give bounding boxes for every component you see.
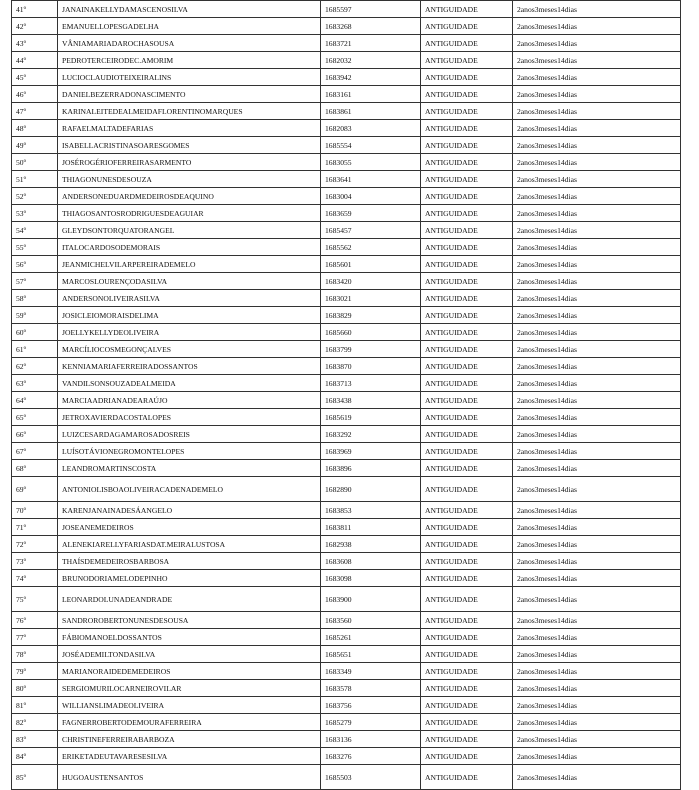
registration-cell: 1683969 [321, 443, 421, 460]
criterion-cell: ANTIGUIDADE [421, 69, 513, 86]
table-body [12, 1, 681, 790]
table-row [12, 18, 681, 35]
criterion-cell: ANTIGUIDADE [421, 290, 513, 307]
table-row [12, 273, 681, 290]
criterion-cell: ANTIGUIDADE [421, 120, 513, 137]
service-time-cell: 2anos3meses14dias [513, 612, 681, 629]
registration-cell: 1683438 [321, 392, 421, 409]
name-cell: JETROXAVIERDACOSTALOPES [58, 409, 321, 426]
position-cell: 76º [12, 612, 58, 629]
table-row [12, 239, 681, 256]
table-row [12, 188, 681, 205]
registration-cell: 1683641 [321, 171, 421, 188]
service-time-cell: 2anos3meses14dias [513, 392, 681, 409]
name-cell: ANDERSONEDUARDMEDEIROSDEAQUINO [58, 188, 321, 205]
table-row [12, 35, 681, 52]
criterion-cell: ANTIGUIDADE [421, 426, 513, 443]
position-cell: 82º [12, 714, 58, 731]
service-time-cell: 2anos3meses14dias [513, 629, 681, 646]
name-cell: LUÍSOTÁVIONEGROMONTELOPES [58, 443, 321, 460]
registration-cell: 1683811 [321, 519, 421, 536]
name-cell: THAÍSDEMEDEIROSBARBOSA [58, 553, 321, 570]
position-cell: 79º [12, 663, 58, 680]
service-time-cell: 2anos3meses14dias [513, 570, 681, 587]
registration-cell: 1683136 [321, 731, 421, 748]
service-time-cell: 2anos3meses14dias [513, 307, 681, 324]
service-time-cell: 2anos3meses14dias [513, 646, 681, 663]
service-time-cell: 2anos3meses14dias [513, 663, 681, 680]
criterion-cell: ANTIGUIDADE [421, 392, 513, 409]
name-cell: MARIANORAIDEDEMEDEIROS [58, 663, 321, 680]
service-time-cell: 2anos3meses14dias [513, 154, 681, 171]
table-row [12, 460, 681, 477]
registration-cell: 1683268 [321, 18, 421, 35]
table-row [12, 714, 681, 731]
criterion-cell: ANTIGUIDADE [421, 748, 513, 765]
position-cell: 77º [12, 629, 58, 646]
position-cell: 62º [12, 358, 58, 375]
criterion-cell: ANTIGUIDADE [421, 188, 513, 205]
registration-cell: 1683756 [321, 697, 421, 714]
criterion-cell: ANTIGUIDADE [421, 443, 513, 460]
service-time-cell: 2anos3meses14dias [513, 35, 681, 52]
position-cell: 72º [12, 536, 58, 553]
registration-cell: 1683004 [321, 188, 421, 205]
service-time-cell: 2anos3meses14dias [513, 358, 681, 375]
name-cell: THIAGONUNESDESOUZA [58, 171, 321, 188]
name-cell: SERGIOMURILOCARNEIROVILAR [58, 680, 321, 697]
name-cell: MARCOSLOURENÇODASILVA [58, 273, 321, 290]
registration-cell: 1685554 [321, 137, 421, 154]
registration-cell: 1683276 [321, 748, 421, 765]
criterion-cell: ANTIGUIDADE [421, 765, 513, 790]
table-row [12, 222, 681, 239]
table-row [12, 612, 681, 629]
criterion-cell: ANTIGUIDADE [421, 256, 513, 273]
name-cell: CHRISTINEFERREIRABARBOZA [58, 731, 321, 748]
registration-cell: 1683870 [321, 358, 421, 375]
position-cell: 43º [12, 35, 58, 52]
service-time-cell: 2anos3meses14dias [513, 443, 681, 460]
registration-cell: 1683861 [321, 103, 421, 120]
registration-cell: 1685279 [321, 714, 421, 731]
name-cell: KENNIAMARIAFERREIRADOSSANTOS [58, 358, 321, 375]
position-cell: 58º [12, 290, 58, 307]
table-row [12, 256, 681, 273]
table-row [12, 426, 681, 443]
position-cell: 52º [12, 188, 58, 205]
criterion-cell: ANTIGUIDADE [421, 629, 513, 646]
position-cell: 51º [12, 171, 58, 188]
criterion-cell: ANTIGUIDADE [421, 375, 513, 392]
table-row [12, 86, 681, 103]
table-row [12, 103, 681, 120]
criterion-cell: ANTIGUIDADE [421, 137, 513, 154]
registration-cell: 1683853 [321, 502, 421, 519]
table-row [12, 629, 681, 646]
criterion-cell: ANTIGUIDADE [421, 273, 513, 290]
registration-cell: 1685651 [321, 646, 421, 663]
table-row [12, 553, 681, 570]
criterion-cell: ANTIGUIDADE [421, 519, 513, 536]
registration-cell: 1683161 [321, 86, 421, 103]
table-row [12, 570, 681, 587]
service-time-cell: 2anos3meses14dias [513, 137, 681, 154]
criterion-cell: ANTIGUIDADE [421, 663, 513, 680]
position-cell: 45º [12, 69, 58, 86]
service-time-cell: 2anos3meses14dias [513, 120, 681, 137]
table-row [12, 409, 681, 426]
criterion-cell: ANTIGUIDADE [421, 536, 513, 553]
name-cell: JOSÉADEMILTONDASILVA [58, 646, 321, 663]
position-cell: 71º [12, 519, 58, 536]
service-time-cell: 2anos3meses14dias [513, 375, 681, 392]
table-row [12, 205, 681, 222]
name-cell: VÂNIAMARIADAROCHASOUSA [58, 35, 321, 52]
position-cell: 84º [12, 748, 58, 765]
name-cell: DANIELBEZERRADONASCIMENTO [58, 86, 321, 103]
position-cell: 67º [12, 443, 58, 460]
service-time-cell: 2anos3meses14dias [513, 273, 681, 290]
criterion-cell: ANTIGUIDADE [421, 570, 513, 587]
position-cell: 70º [12, 502, 58, 519]
registration-cell: 1682938 [321, 536, 421, 553]
registration-cell: 1682890 [321, 477, 421, 502]
table-row [12, 137, 681, 154]
criterion-cell: ANTIGUIDADE [421, 205, 513, 222]
criterion-cell: ANTIGUIDADE [421, 697, 513, 714]
registration-cell: 1685601 [321, 256, 421, 273]
name-cell: VANDILSONSOUZADEALMEIDA [58, 375, 321, 392]
service-time-cell: 2anos3meses14dias [513, 324, 681, 341]
position-cell: 55º [12, 239, 58, 256]
service-time-cell: 2anos3meses14dias [513, 502, 681, 519]
criterion-cell: ANTIGUIDADE [421, 646, 513, 663]
position-cell: 42º [12, 18, 58, 35]
position-cell: 69º [12, 477, 58, 502]
name-cell: KARINALEITEDEALMEIDAFLORENTINOMARQUES [58, 103, 321, 120]
service-time-cell: 2anos3meses14dias [513, 171, 681, 188]
table-row [12, 324, 681, 341]
name-cell: ISABELLACRISTINASOARESGOMES [58, 137, 321, 154]
service-time-cell: 2anos3meses14dias [513, 519, 681, 536]
registration-cell: 1683659 [321, 205, 421, 222]
name-cell: JEANMICHELVILARPEREIRADEMELO [58, 256, 321, 273]
registration-cell: 1685503 [321, 765, 421, 790]
service-time-cell: 2anos3meses14dias [513, 1, 681, 18]
name-cell: HUGOAUSTENSANTOS [58, 765, 321, 790]
table-row [12, 502, 681, 519]
service-time-cell: 2anos3meses14dias [513, 103, 681, 120]
registration-cell: 1685457 [321, 222, 421, 239]
table-row [12, 171, 681, 188]
table-row [12, 697, 681, 714]
position-cell: 66º [12, 426, 58, 443]
table-row [12, 392, 681, 409]
service-time-cell: 2anos3meses14dias [513, 409, 681, 426]
service-time-cell: 2anos3meses14dias [513, 536, 681, 553]
registration-cell: 1682032 [321, 52, 421, 69]
criterion-cell: ANTIGUIDADE [421, 171, 513, 188]
service-time-cell: 2anos3meses14dias [513, 18, 681, 35]
name-cell: JOELLYKELLYDEOLIVEIRA [58, 324, 321, 341]
name-cell: FÁBIOMANOELDOSSANTOS [58, 629, 321, 646]
table-row [12, 646, 681, 663]
registration-cell: 1683578 [321, 680, 421, 697]
criterion-cell: ANTIGUIDADE [421, 239, 513, 256]
service-time-cell: 2anos3meses14dias [513, 188, 681, 205]
name-cell: EMANUELLOPESGADELHA [58, 18, 321, 35]
name-cell: MARCIAADRIANADEARAÚJO [58, 392, 321, 409]
position-cell: 81º [12, 697, 58, 714]
name-cell: JOSEANEMEDEIROS [58, 519, 321, 536]
table-row [12, 731, 681, 748]
registration-cell: 1683829 [321, 307, 421, 324]
registration-cell: 1683560 [321, 612, 421, 629]
registration-cell: 1683721 [321, 35, 421, 52]
position-cell: 57º [12, 273, 58, 290]
registration-cell: 1682083 [321, 120, 421, 137]
table-row [12, 1, 681, 18]
criterion-cell: ANTIGUIDADE [421, 18, 513, 35]
name-cell: RAFAELMALTADEFARIAS [58, 120, 321, 137]
criterion-cell: ANTIGUIDADE [421, 222, 513, 239]
name-cell: ANDERSONOLIVEIRASILVA [58, 290, 321, 307]
seniority-table [11, 0, 681, 790]
registration-cell: 1685660 [321, 324, 421, 341]
table-row [12, 663, 681, 680]
criterion-cell: ANTIGUIDADE [421, 154, 513, 171]
registration-cell: 1683896 [321, 460, 421, 477]
criterion-cell: ANTIGUIDADE [421, 35, 513, 52]
service-time-cell: 2anos3meses14dias [513, 426, 681, 443]
position-cell: 56º [12, 256, 58, 273]
criterion-cell: ANTIGUIDADE [421, 409, 513, 426]
position-cell: 44º [12, 52, 58, 69]
criterion-cell: ANTIGUIDADE [421, 680, 513, 697]
position-cell: 59º [12, 307, 58, 324]
name-cell: BRUNODORIAMELODEPINHO [58, 570, 321, 587]
criterion-cell: ANTIGUIDADE [421, 714, 513, 731]
position-cell: 85º [12, 765, 58, 790]
criterion-cell: ANTIGUIDADE [421, 477, 513, 502]
criterion-cell: ANTIGUIDADE [421, 460, 513, 477]
registration-cell: 1685261 [321, 629, 421, 646]
registration-cell: 1683420 [321, 273, 421, 290]
table-row [12, 519, 681, 536]
service-time-cell: 2anos3meses14dias [513, 222, 681, 239]
name-cell: KARENJANAINADESÁANGELO [58, 502, 321, 519]
service-time-cell: 2anos3meses14dias [513, 714, 681, 731]
position-cell: 49º [12, 137, 58, 154]
registration-cell: 1683942 [321, 69, 421, 86]
position-cell: 74º [12, 570, 58, 587]
service-time-cell: 2anos3meses14dias [513, 731, 681, 748]
service-time-cell: 2anos3meses14dias [513, 748, 681, 765]
name-cell: ERIKETADEUTAVARESESILVA [58, 748, 321, 765]
table-row [12, 154, 681, 171]
service-time-cell: 2anos3meses14dias [513, 69, 681, 86]
criterion-cell: ANTIGUIDADE [421, 1, 513, 18]
table-row [12, 443, 681, 460]
table-row [12, 358, 681, 375]
position-cell: 73º [12, 553, 58, 570]
position-cell: 83º [12, 731, 58, 748]
table-row [12, 536, 681, 553]
position-cell: 48º [12, 120, 58, 137]
criterion-cell: ANTIGUIDADE [421, 358, 513, 375]
service-time-cell: 2anos3meses14dias [513, 290, 681, 307]
registration-cell: 1683349 [321, 663, 421, 680]
name-cell: SANDROROBERTONUNESDESOUSA [58, 612, 321, 629]
criterion-cell: ANTIGUIDADE [421, 502, 513, 519]
service-time-cell: 2anos3meses14dias [513, 256, 681, 273]
position-cell: 80º [12, 680, 58, 697]
criterion-cell: ANTIGUIDADE [421, 341, 513, 358]
name-cell: LUIZCESARDAGAMAROSADOSREIS [58, 426, 321, 443]
service-time-cell: 2anos3meses14dias [513, 680, 681, 697]
position-cell: 68º [12, 460, 58, 477]
position-cell: 47º [12, 103, 58, 120]
registration-cell: 1685597 [321, 1, 421, 18]
criterion-cell: ANTIGUIDADE [421, 553, 513, 570]
registration-cell: 1683799 [321, 341, 421, 358]
table-row [12, 120, 681, 137]
name-cell: LEANDROMARTINSCOSTA [58, 460, 321, 477]
name-cell: LEONARDOLUNADEANDRADE [58, 587, 321, 612]
name-cell: JOSÉROGÉRIOFERREIRASARMENTO [58, 154, 321, 171]
table-row [12, 765, 681, 790]
name-cell: THIAGOSANTOSRODRIGUESDEAGUIAR [58, 205, 321, 222]
position-cell: 53º [12, 205, 58, 222]
table-row [12, 587, 681, 612]
name-cell: PEDROTERCEIRODEC.AMORIM [58, 52, 321, 69]
table-row [12, 477, 681, 502]
position-cell: 61º [12, 341, 58, 358]
registration-cell: 1683098 [321, 570, 421, 587]
registration-cell: 1683021 [321, 290, 421, 307]
position-cell: 75º [12, 587, 58, 612]
criterion-cell: ANTIGUIDADE [421, 612, 513, 629]
service-time-cell: 2anos3meses14dias [513, 239, 681, 256]
registration-cell: 1685619 [321, 409, 421, 426]
table-row [12, 341, 681, 358]
registration-cell: 1683713 [321, 375, 421, 392]
criterion-cell: ANTIGUIDADE [421, 52, 513, 69]
position-cell: 54º [12, 222, 58, 239]
service-time-cell: 2anos3meses14dias [513, 86, 681, 103]
criterion-cell: ANTIGUIDADE [421, 587, 513, 612]
position-cell: 60º [12, 324, 58, 341]
position-cell: 63º [12, 375, 58, 392]
service-time-cell: 2anos3meses14dias [513, 460, 681, 477]
service-time-cell: 2anos3meses14dias [513, 697, 681, 714]
name-cell: ITALOCARDOSODEMORAIS [58, 239, 321, 256]
table-row [12, 52, 681, 69]
position-cell: 41º [12, 1, 58, 18]
service-time-cell: 2anos3meses14dias [513, 52, 681, 69]
table-row [12, 69, 681, 86]
criterion-cell: ANTIGUIDADE [421, 307, 513, 324]
name-cell: MARCÍLIOCOSMEGONÇALVES [58, 341, 321, 358]
name-cell: WILLIANSLIMADEOLIVEIRA [58, 697, 321, 714]
criterion-cell: ANTIGUIDADE [421, 731, 513, 748]
name-cell: JANAINAKELLYDAMASCENOSILVA [58, 1, 321, 18]
registration-cell: 1683055 [321, 154, 421, 171]
registration-cell: 1683292 [321, 426, 421, 443]
registration-cell: 1683900 [321, 587, 421, 612]
criterion-cell: ANTIGUIDADE [421, 103, 513, 120]
criterion-cell: ANTIGUIDADE [421, 324, 513, 341]
name-cell: ANTONIOLISBOAOLIVEIRACADENADEMELO [58, 477, 321, 502]
table-row [12, 748, 681, 765]
name-cell: ALENEKIARELLYFARIASDAT.MEIRALUSTOSA [58, 536, 321, 553]
service-time-cell: 2anos3meses14dias [513, 341, 681, 358]
position-cell: 64º [12, 392, 58, 409]
name-cell: LUCIOCLAUDIOTEIXEIRALINS [58, 69, 321, 86]
service-time-cell: 2anos3meses14dias [513, 477, 681, 502]
registration-cell: 1685562 [321, 239, 421, 256]
table-row [12, 375, 681, 392]
position-cell: 50º [12, 154, 58, 171]
position-cell: 46º [12, 86, 58, 103]
registration-cell: 1683608 [321, 553, 421, 570]
table-row [12, 290, 681, 307]
name-cell: FAGNERROBERTODEMOURAFERREIRA [58, 714, 321, 731]
criterion-cell: ANTIGUIDADE [421, 86, 513, 103]
service-time-cell: 2anos3meses14dias [513, 205, 681, 222]
position-cell: 65º [12, 409, 58, 426]
service-time-cell: 2anos3meses14dias [513, 553, 681, 570]
table-row [12, 307, 681, 324]
name-cell: JOSICLEIOMORAISDELIMA [58, 307, 321, 324]
service-time-cell: 2anos3meses14dias [513, 765, 681, 790]
table-row [12, 680, 681, 697]
position-cell: 78º [12, 646, 58, 663]
service-time-cell: 2anos3meses14dias [513, 587, 681, 612]
name-cell: GLEYDSONTORQUATORANGEL [58, 222, 321, 239]
